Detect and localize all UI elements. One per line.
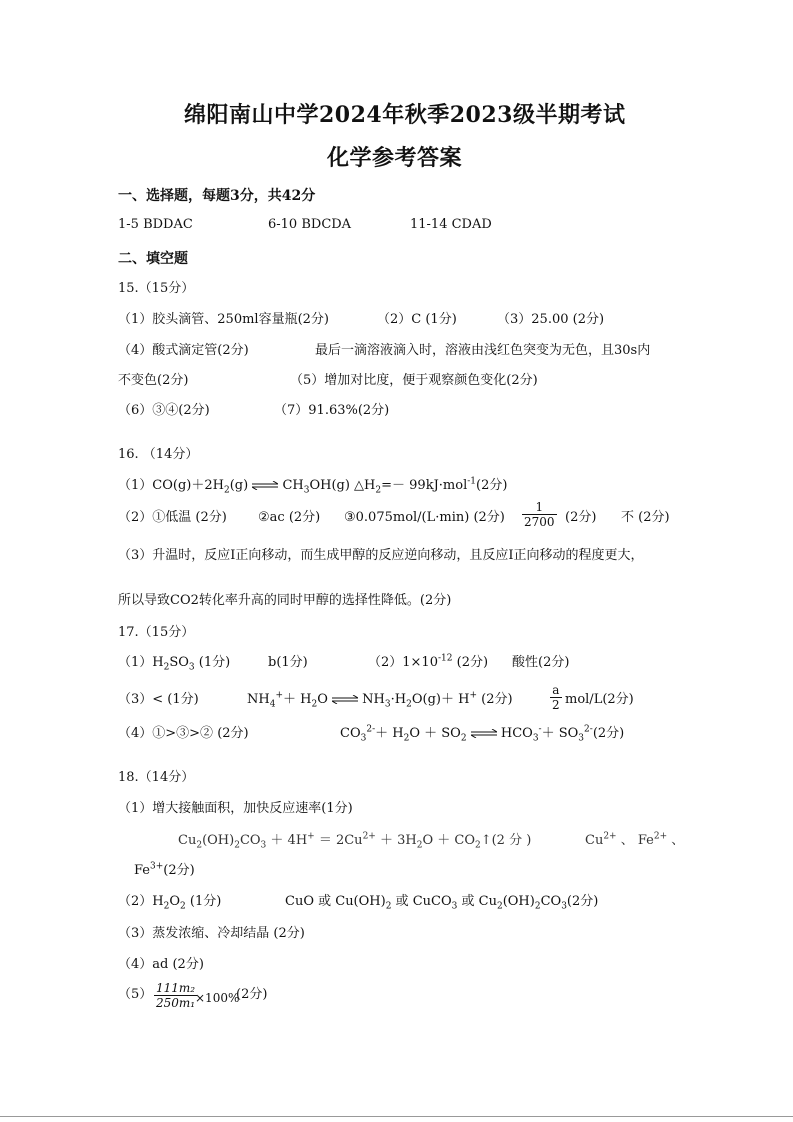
q16-frac-num: 1: [522, 500, 557, 515]
q17-l1c-post: (2分): [452, 655, 489, 670]
q17-l2b-pre: NH: [247, 692, 270, 707]
q18-l3-post: (2分): [163, 863, 195, 878]
q18-l3-sup: 3+: [150, 861, 164, 872]
q18-line2-ions: [585, 833, 684, 849]
q17-l2b-o: O: [317, 692, 328, 707]
q18-ions-sup: 2+: [603, 831, 617, 842]
q17-line1a: $(1)H_2SO_3$ (1分): [118, 655, 231, 673]
q15-line1c: （3）25.00 (2分): [497, 312, 605, 327]
q17-l2b-mid: ＋ H: [283, 692, 312, 707]
q17-l2b-prod3: O(g)＋ H: [411, 692, 470, 707]
q18-l2-sup2: 2+: [362, 831, 376, 842]
q18-l2-pre: Cu: [178, 833, 197, 848]
q16-fraction: [522, 500, 557, 529]
q17-l1c-sup: -12: [437, 653, 453, 664]
q16-eq-state: (g): [229, 478, 249, 493]
q17-line1b: b(1分): [268, 655, 308, 670]
q16-eq-unit-sup: -1: [467, 476, 477, 487]
q18-l4a-post: (1分): [185, 894, 222, 909]
q16-eq-score: (2分): [476, 478, 508, 493]
q18-heading: 18.（14分）: [118, 770, 195, 785]
q18-l3-pre: Fe: [134, 863, 151, 878]
page-bottom-divider: [0, 1116, 793, 1117]
q18-l2-f: O ＋ CO: [422, 833, 475, 848]
q18-line7-label: （5）: [118, 987, 153, 1002]
q17-l1c-pre: （2）1×10: [368, 655, 438, 670]
q18-l2-e: ＋ 3H: [375, 833, 417, 848]
q15-line2b: 最后一滴溶液滴入时，溶液由浅红色突变为无色，且30s内: [315, 343, 651, 358]
q17-line3a: （4）①>③>② (2分): [118, 726, 249, 741]
q18-frac-num: 111m₂: [156, 981, 196, 995]
q16-line4: 所以导致CO2转化率升高的同时甲醇的选择性降低。(2分): [118, 593, 452, 608]
q15-line1a: （1）胶头滴管、250ml容量瓶(2分): [118, 312, 329, 327]
q17-l3b-sup3: 2-: [584, 724, 593, 735]
q18-line1: （1）增大接触面积，加快反应速率(1分): [118, 801, 353, 816]
q18-l4a-pre: （2）H: [118, 894, 164, 909]
page-subtitle: 化学参考答案: [327, 145, 463, 171]
q17-l3b-sup: 2-: [366, 724, 376, 735]
q18-ions-b: 、 Fe: [616, 833, 654, 848]
q16-eq-reactants: （1）CO(g)＋2H: [118, 478, 224, 493]
q18-l4a-mid: O: [169, 894, 181, 909]
q18-line5: （3）蒸发浓缩、冷却结晶 (2分): [118, 926, 305, 941]
q18-l2-b: CO: [239, 833, 261, 848]
q17-line2b: $NH_4^++ H_2O$ $NH_3\cdot H_2O(g)+ H^+$ (2分): [247, 690, 513, 710]
q16-line2e: 不 (2分): [621, 510, 670, 525]
q18-l2-g: ↑(2 分 ): [480, 833, 532, 848]
q17-l3b-prod2: ＋ SO: [541, 726, 579, 741]
q16-equation-line: $(1)CO(g)+2H_2(g)$ $CH_3OH(g)$ $\triangle H_2=- 99kJ\cdot mol^{-1}(2$分): [118, 476, 508, 496]
q15-heading: 15.（15分）: [118, 281, 195, 296]
q16-line2b: ②ac (2分): [258, 510, 321, 525]
q17-line3b: $CO_3^{2-}+ H_2O + SO_2$ $HCO_3^-+ SO_3^{2-}(2$分): [340, 724, 625, 744]
q15-line3b: （5）增加对比度，便于观察颜色变化(2分): [290, 373, 538, 388]
q17-l3b-o: O ＋ SO: [409, 726, 461, 741]
q18-l4b-6: (2分): [566, 894, 599, 909]
q15-line4b: （7）91.63%(2分): [274, 403, 390, 418]
q18-line4a: $(2)H_2O_2$ (1分): [118, 894, 222, 912]
answers-6-10: 6-10 BDCDA: [268, 217, 352, 232]
q18-l4b-2: 或 CuCO: [391, 894, 452, 909]
q18-l4b-4: (OH): [502, 894, 535, 909]
q15-line2a: （4）酸式滴定管(2分): [118, 343, 249, 358]
q17-frac-num: a: [550, 683, 562, 698]
equilibrium-arrow-icon: [332, 695, 358, 704]
q18-line7-score: (2分): [236, 987, 268, 1002]
q17-l3b-sup2: -: [538, 724, 542, 735]
q18-line4b: CuO 或 $Cu(OH)_2$ 或 CuCO$_3$ 或 $Cu_2(OH)_2CO_3(2$分): [285, 894, 599, 912]
q17-l3b-score: (2分): [592, 726, 625, 741]
q16-eq-enthalpy: =－ 99kJ·mol: [381, 478, 468, 493]
q18-l4b-1: CuO 或 Cu(OH): [285, 894, 386, 909]
q17-l2b-score: (2分): [476, 692, 513, 707]
q17-line2c: mol/L(2分): [565, 692, 634, 707]
q17-heading: 17.（15分）: [118, 625, 195, 640]
page-title: 绵阳南山中学2024年秋季2023级半期考试: [184, 102, 626, 128]
q18-fraction: [154, 981, 197, 1010]
q18-line3: [134, 863, 195, 879]
answers-1-5: 1-5 BDDAC: [118, 217, 193, 232]
q18-frac-den: 250m₁: [156, 996, 196, 1010]
section-1-heading: 一、选择题，每题3分，共42分: [118, 188, 316, 204]
q17-l1a-mid: SO: [169, 655, 189, 670]
q18-ions-c: 、: [667, 833, 685, 848]
q17-l2b-sup: +: [275, 690, 283, 701]
q16-frac-den: 2700: [524, 515, 555, 529]
q17-l1a-post: (1分): [194, 655, 231, 670]
q17-l2b-prod2: ·H: [390, 692, 407, 707]
q17-l3b-prod: HCO: [500, 726, 533, 741]
q18-l2-sup: +: [307, 831, 315, 842]
q16-line2a: （2）①低温 (2分): [118, 510, 227, 525]
q17-line1d: 酸性(2分): [512, 655, 570, 670]
q17-l2b-sup2: +: [469, 690, 477, 701]
q16-eq-product2: OH(g) △H: [309, 478, 376, 493]
q18-l2-c: ＋ 4H: [266, 833, 308, 848]
equilibrium-arrow-icon: [252, 481, 278, 490]
q17-l2b-prod: NH: [362, 692, 385, 707]
q17-l3b-mid: ＋ H: [375, 726, 404, 741]
q17-line2a: （3）< (1分): [118, 692, 199, 707]
q17-l3b-pre: CO: [340, 726, 361, 741]
q17-l1a-pre: （1）H: [118, 655, 164, 670]
q18-line6: （4）ad (2分): [118, 957, 204, 972]
q16-eq-product: CH: [282, 478, 304, 493]
q17-frac-den: 2: [552, 698, 560, 712]
q16-line2c: ③0.075mol/(L·min) (2分): [344, 510, 505, 525]
q16-heading: 16. （14分）: [118, 447, 199, 462]
q17-line1c: [368, 655, 488, 671]
q18-l2-d: ＝ 2Cu: [314, 833, 363, 848]
q18-line2-equation: $Cu_2(OH)_2CO_3 + 4H^+ = 2Cu^{2+} + 3H_2O$ ＋ $CO_2↑(2$ 分 ): [178, 831, 532, 851]
q16-line3: （3）升温时，反应Ⅰ正向移动，而生成甲醇的反应逆向移动，且反应Ⅰ正向移动的程度更大，: [118, 548, 644, 563]
q15-line3a: 不变色(2分): [118, 373, 189, 388]
equilibrium-arrow-icon: [471, 729, 497, 738]
q18-ions-sup2: 2+: [653, 831, 668, 842]
q18-l4b-5: CO: [540, 894, 562, 909]
q15-line1b: （2）C (1分): [377, 312, 457, 327]
q18-l4b-3: 或 Cu: [457, 894, 497, 909]
q17-fraction: [550, 683, 562, 712]
q16-line2d: (2分): [565, 510, 597, 525]
answers-11-14: 11-14 CDAD: [410, 217, 492, 232]
q18-ions-a: Cu: [585, 833, 604, 848]
q15-line4a: （6）③④(2分): [118, 403, 210, 418]
q18-line7-mult: ×100%: [195, 991, 240, 1005]
section-2-heading: 二、填空题: [118, 251, 188, 267]
q18-l2-a: (OH): [202, 833, 235, 848]
